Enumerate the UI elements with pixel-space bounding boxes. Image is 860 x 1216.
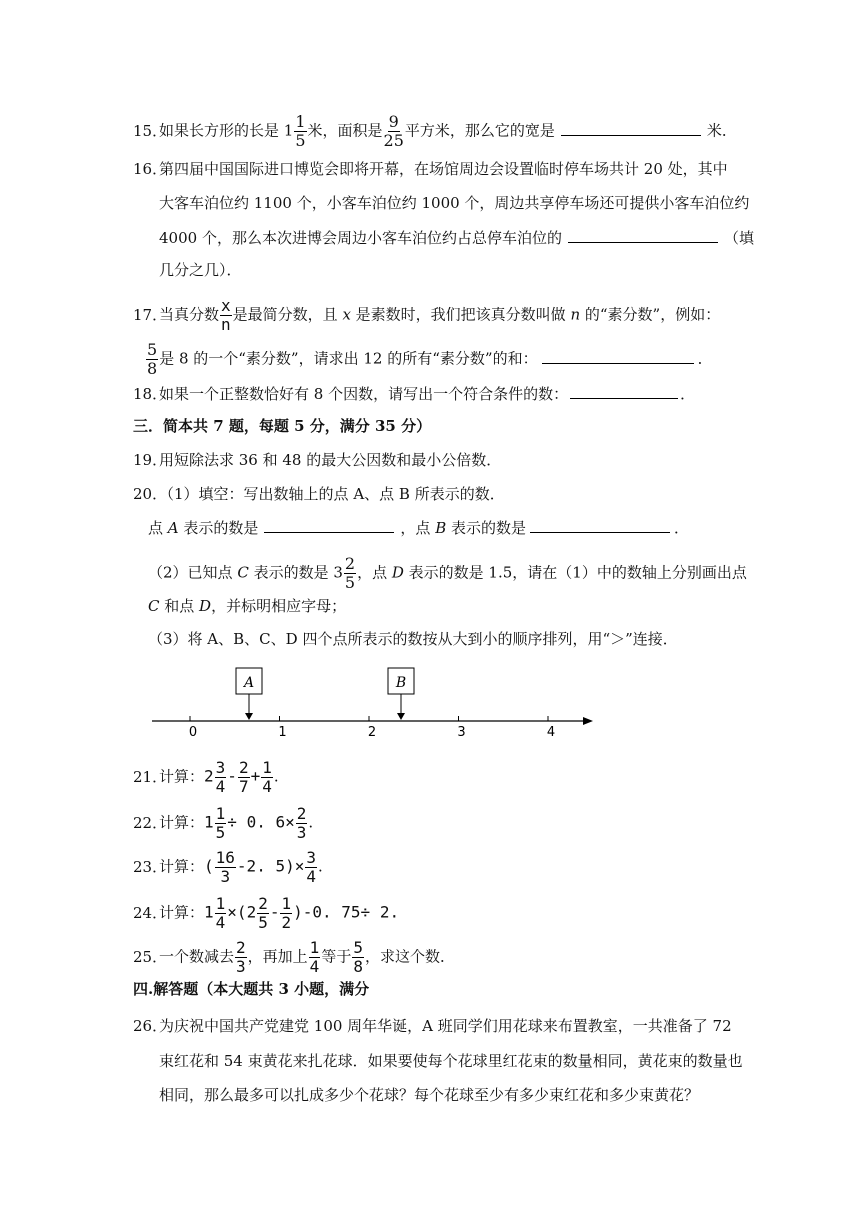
tick-label: 2 — [367, 725, 377, 740]
question-17-line-2: $\frac{5}{8}$ 是 8 的一个“素分数”，请求出 12 的所有“素分数”的和： ． — [147, 340, 713, 378]
question-number: 19． — [133, 451, 168, 469]
label-b: B — [395, 675, 407, 691]
answer-blank[interactable] — [568, 227, 718, 243]
question-number: 26． — [133, 1017, 168, 1035]
question-26-line-2: 束红花和 54 束黄花来扎花球．如果要使每个花球里红花束的数量相同，黄花束的数量也 — [159, 1052, 743, 1070]
question-23: 23．计算：( $\frac{16}{3}$ -2. 5)× $\frac{3}{4}$ . — [133, 848, 323, 886]
tick-label: 1 — [278, 725, 287, 740]
answer-blank[interactable] — [570, 383, 678, 399]
section-3-heading: 三．简本共 7 题，每题 5 分，满分 35 分） — [133, 417, 432, 435]
axis-arrow-icon — [583, 717, 593, 725]
question-24: 24．计算：1 $\frac{1}{4}$ ×(2 $\frac{2}{5}$ - $\frac{1}{2}$ )-0. 75÷ 2. — [133, 894, 400, 932]
question-15: 15．如果长方形的长是 1 $\frac{1}{5}$ 米，面积是 $\frac{9}{25}$ 平方米，那么它的宽是 米． — [133, 112, 737, 150]
question-20-part-3: （3）将 A、B、C、D 四个点所表示的数按从大到小的顺序排列，用“＞”连接． — [148, 630, 678, 648]
question-16-line-2: 大客车泊位约 1100 个，小客车泊位约 1000 个，周边共享停车场还可提供小客车泊位约 — [159, 194, 750, 212]
arrow-a-icon — [245, 713, 253, 720]
fraction: $\frac{x}{n}$ — [221, 296, 231, 334]
label-a: A — [243, 675, 255, 691]
question-number: 25． — [133, 947, 168, 966]
tick-label: 4 — [546, 725, 556, 740]
tick-label: 0 — [188, 725, 198, 740]
question-number: 22． — [133, 813, 168, 832]
question-21: 21．计算：2 $\frac{3}{4}$ - $\frac{2}{7}$ + $\frac{1}{4}$ . — [133, 758, 279, 796]
question-22: 22．计算：1 $\frac{1}{5}$ ÷ 0. 6× $\frac{2}{3}$ . — [133, 804, 314, 842]
fraction: $\frac{2}{5}$ — [344, 554, 356, 592]
fraction: $\frac{1}{5}$ — [295, 112, 306, 150]
arrow-b-icon — [397, 713, 405, 720]
answer-blank-b[interactable] — [530, 517, 670, 533]
question-18: 18．如果一个正整数恰好有 8 个因数，请写出一个符合条件的数： ． — [133, 385, 696, 403]
question-16-line-1: 16．第四届中国国际进口博览会即将开幕，在场馆周边会设置临时停车场共计 20 处，其中 — [133, 160, 728, 178]
question-25: 25．一个数减去 $\frac{2}{3}$ ，再加上 $\frac{1}{4}$ 等于 $\frac{5}{8}$ ，求这个数． — [133, 938, 455, 976]
question-number: 17． — [133, 305, 168, 324]
question-number: 20． — [133, 485, 168, 503]
question-number: 24． — [133, 903, 168, 922]
question-number: 15． — [133, 121, 168, 140]
tick-label: 3 — [457, 725, 466, 740]
question-20-fill: 点 A 表示的数是 ，点 B 表示的数是 ． — [148, 519, 690, 537]
fraction: $\frac{9}{25}$ — [383, 112, 404, 150]
answer-blank[interactable] — [561, 120, 701, 136]
question-16-line-3: 4000 个，那么本次进博会周边小客车泊位约占总停车泊位的 （填 — [159, 229, 754, 247]
question-19: 19．用短除法求 36 和 48 的最大公因数和最小公倍数． — [133, 451, 502, 469]
question-20-part-2-cont: C 和点 D，并标明相应字母； — [148, 597, 347, 615]
number-line — [0, 662, 860, 742]
question-17-line-1: 17．当真分数 $\frac{x}{n}$ 是最简分数，且 x 是素数时，我们把该真分数叫做 n 的“素分数”，例如： — [133, 296, 721, 334]
question-26-line-1: 26．为庆祝中国共产党建党 100 周年华诞，A 班同学们用花球来布置教室，一共准备了 72 — [133, 1017, 732, 1035]
question-number: 21． — [133, 767, 168, 786]
question-20-part-1: 20．（1）填空：写出数轴上的点 A、点 B 所表示的数． — [133, 485, 505, 503]
question-number: 18． — [133, 385, 168, 403]
question-number: 16． — [133, 160, 168, 178]
question-16-line-4: 几分之几）． — [159, 261, 242, 279]
question-20-part-2: （2）已知点 C 表示的数是 3 $\frac{2}{5}$ ，点 D 表示的数是 1.5，请在（1）中的数轴上分别画出点 — [148, 554, 747, 592]
fraction: $\frac{5}{8}$ — [147, 340, 158, 378]
answer-blank-a[interactable] — [264, 517, 394, 533]
section-4-heading: 四.解答题（本大题共 3 小题，满分 — [133, 980, 370, 998]
answer-blank[interactable] — [542, 348, 694, 364]
question-number: 23． — [133, 857, 168, 876]
question-26-line-3: 相同，那么最多可以扎成多少个花球？每个花球至少有多少束红花和多少束黄花？ — [159, 1086, 700, 1104]
